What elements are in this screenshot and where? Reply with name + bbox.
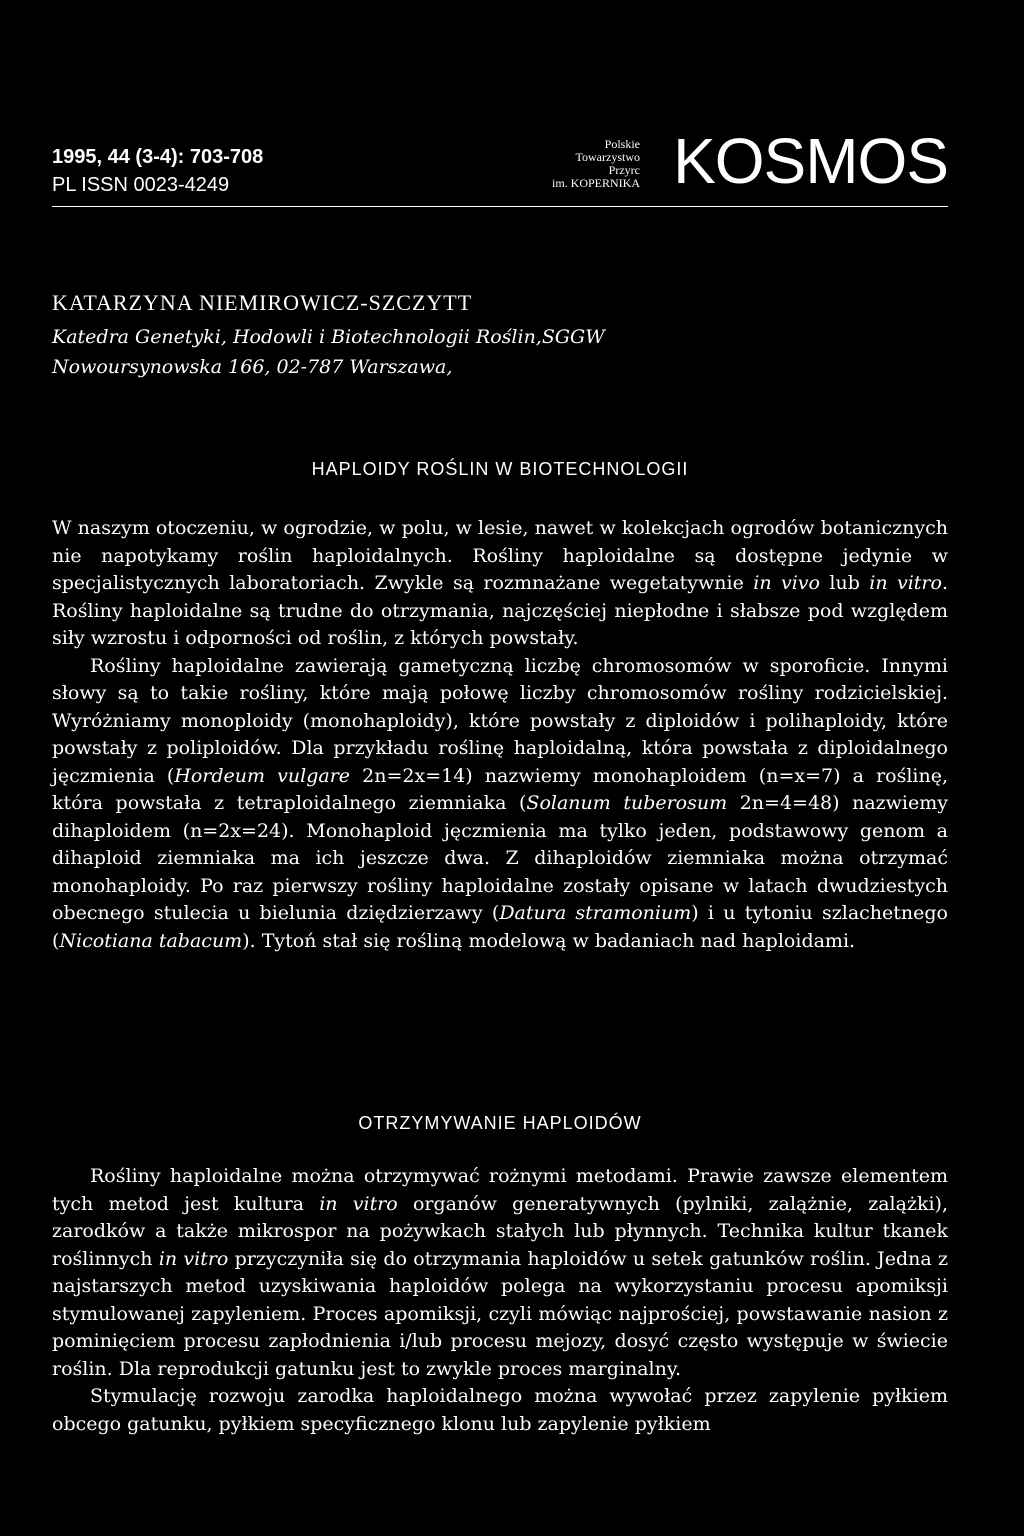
society-imprint [502,138,640,190]
paragraph: Rośliny haploidalne zawierają gametyczną liczbę chromosomów w sporoficie. Innymi słowy są to takie rośliny, które mają połowę liczby chromosomów rośliny rodzicielskiej. Wyróżniamy monoploidy (monohaploidy), które powstały z diploidów i polihaploidy, które powstały z poliploidów. Dla przykładu roślinę haploidalną, która powstała z diploidalnego jęczmienia (Hordeum vulgare 2n=2x=14) nazwiemy monohaploidem (n=x=7) a roślinę, która powstała z tetraploidalnego ziemniaka (Solanum tuberosum 2n=4=48) nazwiemy dihaploidem (n=2x=24). Monohaploid jęczmienia ma tylko jeden, podstawowy genom a dihaploid ziemniaka ma ich jeszcze dwa. Z dihaploidów ziemniaka można otrzymać monohaploidy. Po raz pierwszy rośliny haploidalne zostały opisane w latach dwudziestych obecnego stulecia u bielunia dziędzierzawy (Datura stramonium) i u tytoniu szlachetnego (Nicotiana tabacum). Tytoń stał się rośliną modelową w badaniach nad haploidami. [52,654,949,952]
issn: PL ISSN 0023-4249 [52,174,230,196]
author-affiliation: Katedra Genetyki, Hodowli i Biotechnologii Roślin,SGGW [52,326,605,348]
paragraph: Rośliny haploidalne można otrzymywać rożnymi metodami. Prawie zawsze elementem tych metod jest kultura in vitro organów generatywnych (pylniki, zalążnie, zalążki), zarodków a także mikrospor na pożywkach stałych lub płynnych. Technika kultur tkanek roślinnych in vitro przyczyniła się do otrzymania haploidów u setek gatunków roślin. Jedna z najstarszych metod uzyskiwania haploidów polega na wykorzystaniu procesu apomiksji stymulowanej zapyleniem. Proces apomiksji, czyli mówiąc najprościej, powstawanie nasion z pominięciem procesu zapłodnienia i/lub procesu mejozy, dosyć często występuje w świecie roślin. Dla reprodukcji gatunku jest to zwykle proces marginalny. [52,1165,949,1380]
society-line: Polskie [604,137,640,151]
introduction-text [52,515,948,955]
paragraph: W naszym otoczeniu, w ogrodzie, w polu, w lesie, nawet w kolekcjach ogrodów botanicznych nie napotykamy roślin haploidalnych. Rośliny haploidalne są dostępne jedynie w specjalistycznych laboratoriach. Zwykle są rozmnażane wegetatywnie in vivo lub in vitro. Rośliny haploidalne są trudne do otrzymania, najczęściej niepłodne i słabsze pod względem siły wzrostu i odporności od roślin, z których powstały. [52,517,949,649]
article-title: HAPLOIDY ROŚLIN W BIOTECHNOLOGII [311,459,689,479]
header-divider [52,206,948,207]
masthead [52,125,948,204]
society-line: Towarzystwo [575,150,640,164]
author-name: KATARZYNA NIEMIROWICZ-SZCZYTT [52,290,473,315]
society-line: Przyrc [608,163,640,177]
society-line: im. KOPERNIKA [551,176,640,190]
section-text [52,1163,948,1438]
issue-citation: 1995, 44 (3-4): 703-708 [52,146,264,168]
author-address: Nowoursynowska 166, 02-787 Warszawa, [52,356,453,378]
section-heading: OTRZYMYWANIE HAPLOIDÓW [358,1113,642,1133]
journal-title: KOSMOS [673,125,948,197]
paragraph: Stymulację rozwoju zarodka haploidalnego można wywołać przez zapylenie pyłkiem obcego gatunku, pyłkiem specyficznego klonu lub zapylenie pyłkiem [52,1385,948,1435]
